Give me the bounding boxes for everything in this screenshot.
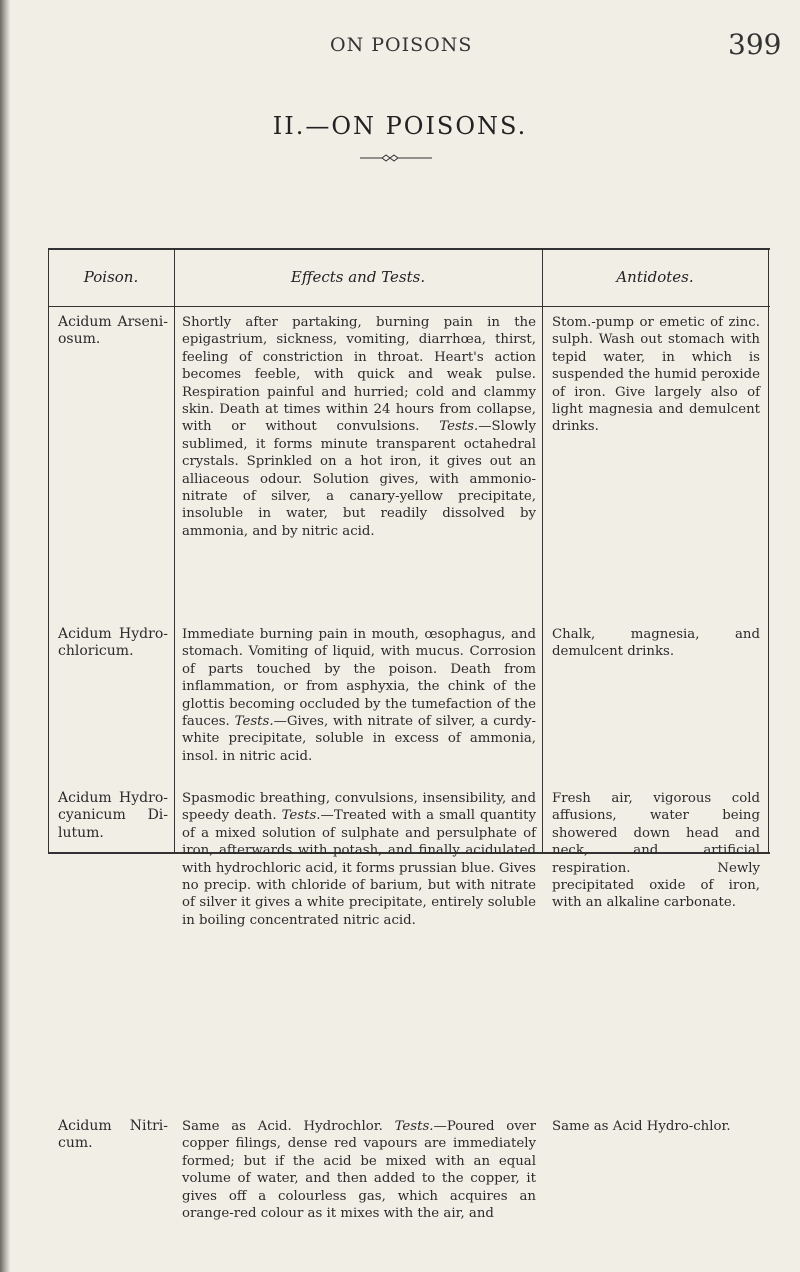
double-diamond-rule-icon (360, 154, 432, 162)
effects-text: Spasmodic breathing, convulsions, insensibility, and speedy death. (182, 791, 536, 824)
tests-label: Tests. (439, 419, 479, 435)
antidote-text: Fresh air, vigorous cold affusions, water being showered down head and neck, and artificial respiration. Newly precipitated oxide of iron, with an alkaline carbonate. (552, 791, 760, 911)
column-header-poison: Poison. (83, 268, 139, 286)
effects-text: Shortly after partaking, burning pain in the epigastrium, sickness, vomiting, diarrhœa, thirst, feeling of constriction in throat. Heart's action becomes feeble, with quick and weak pulse. Respiration painful and hurried; cold and clammy skin. Death at times within 24 hours from collapse, with or without convulsions. (182, 315, 536, 435)
poison-name: Acidum Arseni-osum. (58, 314, 168, 348)
tests-label: Tests. (394, 1119, 434, 1134)
table-left-rule (48, 250, 49, 852)
poison-name: Acidum Nitri-cum. (58, 1118, 168, 1152)
column-divider (174, 250, 175, 852)
poisons-table (48, 248, 770, 1222)
antidote-text: Same as Acid Hydro-chlor. (552, 1119, 731, 1134)
column-divider (542, 250, 543, 852)
effects-and-tests (182, 790, 536, 929)
header-rule (48, 306, 770, 307)
poison-name: Acidum Hydro-chloricum. (58, 626, 168, 660)
tests-label: Tests. (234, 714, 274, 730)
effects-and-tests (182, 1118, 536, 1222)
tests-text: —Poured over copper filings, dense red vapours are immediately formed; but if the acid be mixed with an equal volume of water, and then added to the copper, it gives off a colourless gas, which acquires an orange-red colour as it mixes with the air, and (182, 1119, 537, 1222)
chapter-title: II.—ON POISONS. (272, 112, 528, 140)
tests-text: —Treated with a small quantity of a mixed solution of sulphate and persulphate of iron, afterwards with potash, and finally acidulated with hydrochloric acid, it forms prussian blue. Gives no precip. with chloride of barium, but with nitrate of silver it gives a white precipitate, entirely soluble in boiling concentrated nitric acid. (182, 808, 536, 928)
effects-text: Same as Acid. Hydrochlor. (182, 1119, 383, 1134)
column-header-antidotes: Antidotes. (616, 268, 694, 286)
page-number: 399 (728, 28, 782, 61)
tests-text: —Gives, with nitrate of silver, a curdy-white precipitate, soluble in excess of ammonia, insol. in nitric acid. (182, 714, 536, 764)
column-header-effects: Effects and Tests. (290, 268, 426, 286)
table-right-rule (768, 250, 769, 852)
effects-and-tests (182, 626, 536, 765)
page-binding-edge (0, 0, 10, 1272)
antidote-text: Stom.-pump or emetic of zinc. sulph. Wash out stomach with tepid water, in which is suspended the humid peroxide of iron. Give largely also of light magnesia and demulcent drinks. (552, 315, 760, 435)
running-head: ON POISONS (330, 34, 473, 56)
effects-and-tests (182, 314, 536, 540)
tests-label: Tests. (281, 808, 321, 824)
tests-text: —Slowly sublimed, it forms minute transparent octahedral crystals. Sprinkled on a hot iron, it gives out an alliaceous odour. Solution gives, with ammonio-nitrate of silver, a canary-yellow precipitate, insoluble in water, but readily dissolved by ammonia, and by nitric acid. (182, 419, 536, 539)
poison-name: Acidum Hydro-cyanicum Di-lutum. (58, 790, 168, 841)
effects-text: Immediate burning pain in mouth, œsophagus, and stomach. Vomiting of liquid, with mucus. Corrosion of parts touched by the poison. Death from inflammation, or from asphyxia, the chink of the glottis becoming occluded by the tumefaction of the fauces. (182, 627, 536, 730)
antidote-text: Chalk, magnesia, and demulcent drinks. (552, 627, 760, 660)
